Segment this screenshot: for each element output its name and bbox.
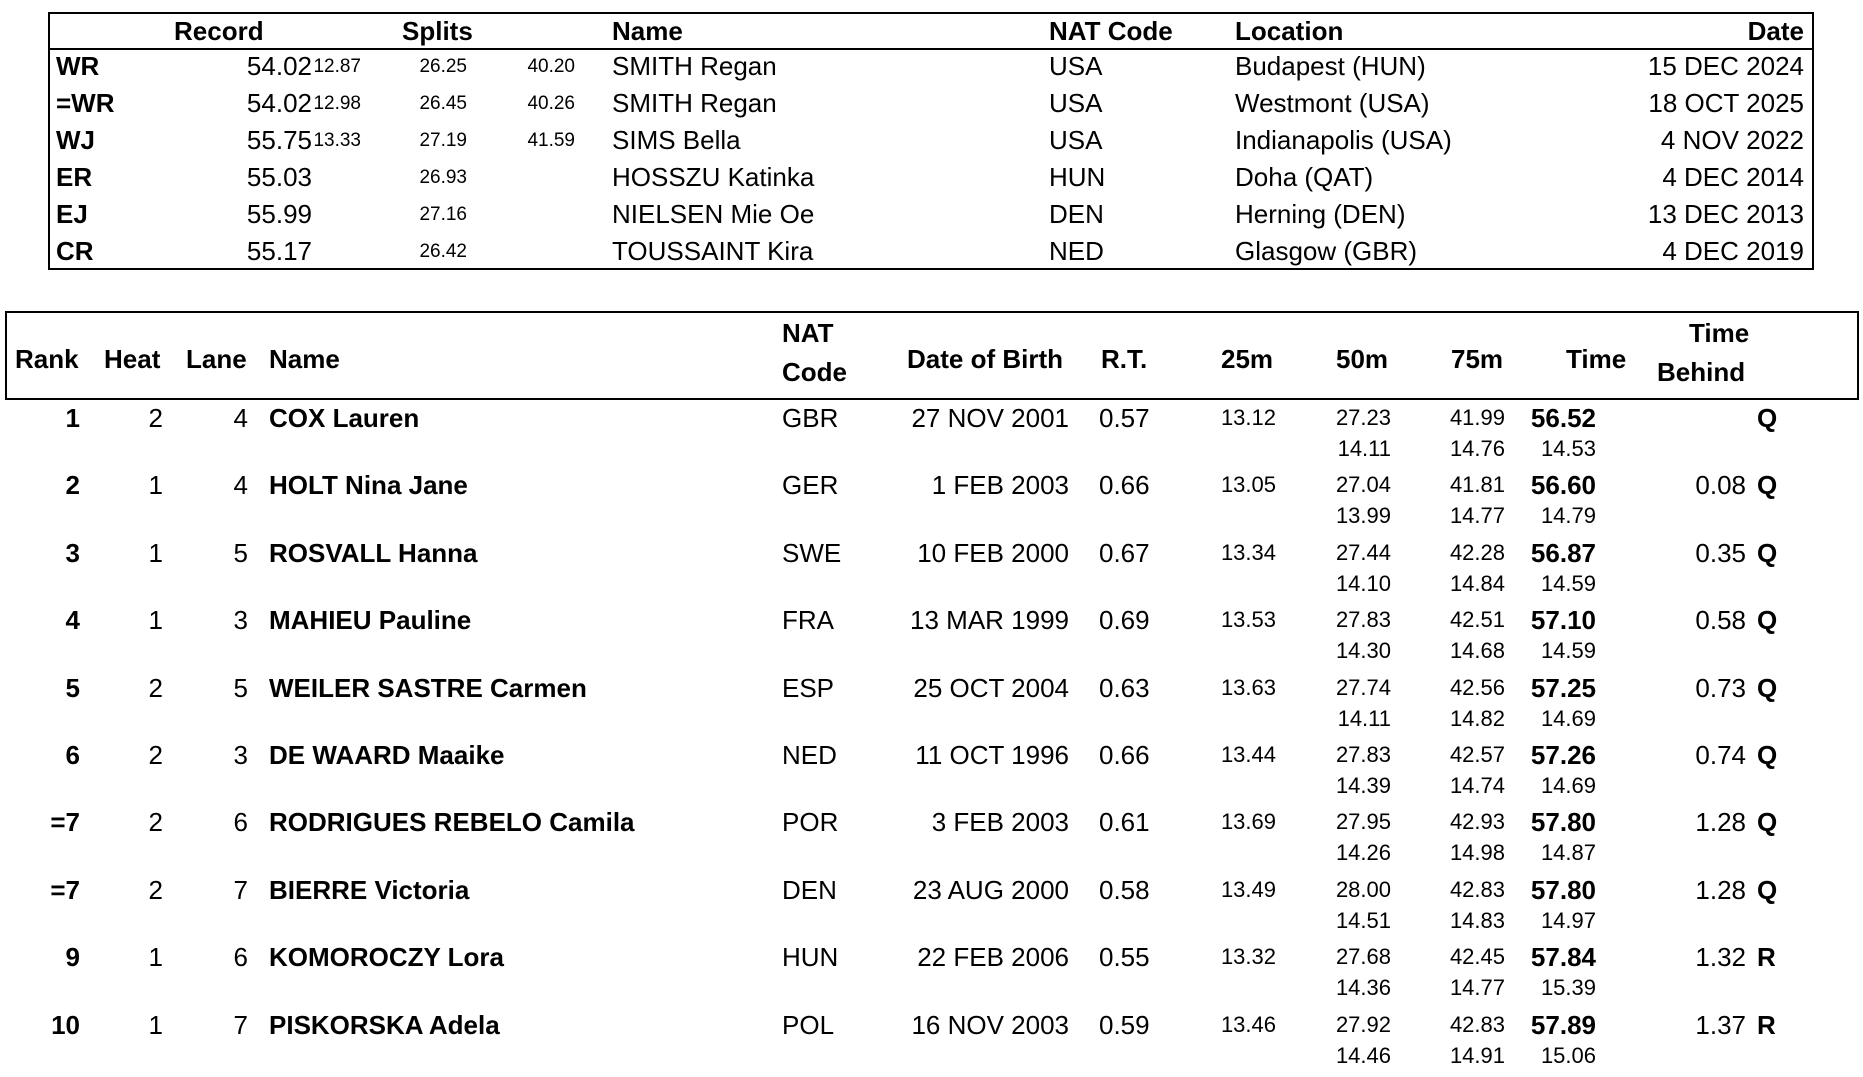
- result-q: R: [1757, 1009, 1776, 1040]
- result-time: 57.84: [1530, 942, 1596, 973]
- result-behind: 0.73: [1695, 672, 1746, 703]
- record-time: 55.75: [246, 125, 312, 155]
- record-name: SMITH Regan: [612, 51, 777, 81]
- record-location: Doha (QAT): [1235, 162, 1374, 192]
- record-date: 4 NOV 2022: [1660, 125, 1804, 155]
- result-m75: 41.99: [1449, 405, 1505, 430]
- result-time: 57.80: [1530, 874, 1596, 905]
- result-m75: 42.57: [1449, 742, 1505, 767]
- record-code: EJ: [56, 199, 88, 229]
- result-m25: 13.32: [1220, 944, 1276, 970]
- result-behind: 0.58: [1695, 605, 1746, 636]
- result-m50: 27.83: [1335, 607, 1391, 633]
- col-rt: R.T.: [1101, 344, 1148, 374]
- record-split1: 13.33: [313, 130, 361, 151]
- result-rank: =7: [50, 807, 80, 838]
- record-nat: NED: [1049, 236, 1104, 266]
- record-nat: USA: [1049, 88, 1103, 118]
- result-q: Q: [1757, 605, 1778, 636]
- result-rank: 4: [65, 605, 80, 636]
- result-split50: 14.36: [1335, 975, 1391, 1001]
- result-split50: 14.11: [1337, 705, 1391, 731]
- col-name: Name: [612, 16, 683, 46]
- result-split75: 14.82: [1449, 705, 1505, 731]
- result-lane: 4: [233, 470, 248, 501]
- result-split100: 14.79: [1540, 503, 1596, 529]
- result-name: DE WAARD Maaike: [269, 740, 505, 770]
- result-split75: 14.84: [1449, 570, 1505, 596]
- result-split50: 14.46: [1335, 1042, 1391, 1068]
- record-split2: 27.19: [419, 130, 467, 151]
- result-m75: 42.56: [1449, 674, 1505, 700]
- result-split75: 14.68: [1449, 638, 1505, 664]
- result-rank: 3: [65, 537, 80, 568]
- result-split100: 14.69: [1540, 773, 1596, 798]
- result-split50: 14.39: [1335, 773, 1391, 798]
- result-nat: SWE: [782, 537, 842, 568]
- col-dob: Date of Birth: [907, 344, 1063, 374]
- record-location: Budapest (HUN): [1235, 51, 1426, 81]
- result-split75: 14.77: [1449, 503, 1505, 529]
- result-split50: 13.99: [1335, 503, 1391, 529]
- col-time: Time: [1566, 344, 1627, 374]
- result-lane: 7: [233, 1009, 248, 1040]
- result-m50: 27.44: [1335, 539, 1391, 565]
- result-m25: 13.69: [1220, 809, 1276, 835]
- result-q: Q: [1757, 470, 1778, 501]
- result-heat: 2: [148, 403, 163, 433]
- result-dob: 23 AUG 2000: [912, 874, 1069, 905]
- result-m25: 13.46: [1220, 1011, 1276, 1037]
- result-rank: 5: [65, 672, 80, 703]
- result-m50: 27.74: [1335, 674, 1391, 700]
- result-q: Q: [1757, 403, 1778, 433]
- result-dob: 13 MAR 1999: [910, 605, 1069, 636]
- result-split50: 14.11: [1337, 436, 1391, 461]
- result-m25: 13.12: [1220, 405, 1276, 430]
- result-rank: 2: [65, 470, 80, 501]
- result-split50: 14.26: [1335, 840, 1391, 866]
- result-row: [0, 470, 1863, 537]
- result-split100: 14.59: [1540, 570, 1596, 596]
- result-nat: POL: [782, 1009, 835, 1040]
- result-nat: GER: [782, 470, 839, 501]
- record-nat: DEN: [1049, 199, 1104, 229]
- result-dob: 3 FEB 2003: [931, 807, 1069, 838]
- result-rt: 0.61: [1099, 807, 1150, 838]
- result-row: [0, 740, 1863, 807]
- col-heat: Heat: [104, 344, 161, 374]
- record-nat: USA: [1049, 125, 1103, 155]
- result-m25: 13.49: [1220, 876, 1276, 902]
- record-date: 4 DEC 2014: [1662, 162, 1804, 192]
- result-nat: DEN: [782, 874, 837, 905]
- record-code: WR: [56, 51, 100, 81]
- record-time: 55.99: [246, 199, 312, 229]
- result-rank: 9: [65, 942, 80, 973]
- result-split100: 14.59: [1540, 638, 1596, 664]
- result-row: [0, 1010, 1863, 1077]
- result-heat: 2: [148, 740, 163, 770]
- result-rt: 0.66: [1099, 470, 1150, 501]
- record-split3: 40.20: [527, 56, 575, 77]
- record-code: =WR: [56, 88, 115, 118]
- result-rank: 1: [65, 403, 80, 433]
- record-split2: 26.25: [419, 56, 467, 77]
- result-lane: 5: [233, 537, 248, 568]
- record-split1: 12.87: [313, 56, 361, 77]
- result-time: 56.87: [1530, 537, 1596, 568]
- result-heat: 1: [148, 942, 163, 973]
- record-split1: 12.98: [313, 93, 361, 114]
- col-splits: Splits: [402, 16, 473, 46]
- record-location: Glasgow (GBR): [1235, 236, 1418, 266]
- result-lane: 6: [233, 942, 248, 973]
- record-split2: 26.42: [419, 241, 467, 262]
- result-rt: 0.63: [1099, 672, 1150, 703]
- record-name: SMITH Regan: [612, 88, 777, 118]
- col-lane: Lane: [186, 344, 247, 374]
- col-behind-line2: Behind: [1657, 357, 1746, 387]
- result-dob: 25 OCT 2004: [913, 672, 1069, 703]
- record-time: 55.03: [246, 162, 312, 192]
- result-q: R: [1757, 942, 1776, 973]
- record-name: HOSSZU Katinka: [612, 162, 815, 192]
- result-row: [0, 807, 1863, 874]
- result-row: [0, 538, 1863, 605]
- record-name: SIMS Bella: [612, 125, 741, 155]
- result-m75: 42.83: [1449, 876, 1505, 902]
- col-nat-code: NAT Code: [1049, 16, 1173, 46]
- result-m50: 27.83: [1335, 742, 1391, 767]
- result-name: BIERRE Victoria: [269, 874, 470, 905]
- result-m75: 41.81: [1449, 472, 1505, 498]
- result-name: ROSVALL Hanna: [269, 537, 478, 568]
- result-row: [0, 605, 1863, 672]
- result-lane: 3: [233, 740, 248, 770]
- record-name: NIELSEN Mie Oe: [612, 199, 815, 229]
- result-split75: 14.91: [1449, 1042, 1505, 1068]
- result-m50: 28.00: [1335, 876, 1391, 902]
- result-rank: =7: [50, 874, 80, 905]
- result-q: Q: [1757, 874, 1778, 905]
- result-behind: 1.28: [1695, 874, 1746, 905]
- result-name: RODRIGUES REBELO Camila: [269, 807, 635, 838]
- result-dob: 11 OCT 1996: [915, 740, 1069, 770]
- result-name: KOMOROCZY Lora: [269, 942, 504, 973]
- result-heat: 2: [148, 874, 163, 905]
- result-time: 57.26: [1530, 740, 1596, 770]
- result-split75: 14.74: [1449, 773, 1505, 798]
- result-heat: 1: [148, 1009, 163, 1040]
- result-split100: 14.87: [1540, 840, 1596, 866]
- record-split2: 27.16: [419, 204, 467, 225]
- result-m75: 42.51: [1449, 607, 1505, 633]
- result-name: MAHIEU Pauline: [269, 605, 472, 636]
- result-q: Q: [1757, 537, 1778, 568]
- result-name: COX Lauren: [269, 403, 420, 433]
- result-name: PISKORSKA Adela: [269, 1009, 500, 1040]
- record-time: 54.02: [246, 88, 312, 118]
- col-name: Name: [269, 344, 340, 374]
- result-behind: 1.32: [1695, 942, 1746, 973]
- result-q: Q: [1757, 740, 1778, 770]
- result-rt: 0.66: [1099, 740, 1150, 770]
- result-lane: 4: [233, 403, 248, 433]
- result-split75: 14.76: [1449, 436, 1505, 461]
- result-m50: 27.23: [1335, 405, 1391, 430]
- result-heat: 1: [148, 605, 163, 636]
- result-time: 57.25: [1530, 672, 1596, 703]
- result-q: Q: [1757, 672, 1778, 703]
- result-heat: 2: [148, 807, 163, 838]
- result-split100: 15.39: [1540, 975, 1596, 1001]
- result-time: 56.60: [1530, 470, 1596, 501]
- result-rt: 0.55: [1099, 942, 1150, 973]
- result-split75: 14.83: [1449, 907, 1505, 933]
- result-rt: 0.67: [1099, 537, 1150, 568]
- result-m75: 42.93: [1449, 809, 1505, 835]
- result-m50: 27.95: [1335, 809, 1391, 835]
- record-split3: 40.26: [527, 93, 575, 114]
- record-code: ER: [56, 162, 93, 192]
- result-behind: 0.35: [1695, 537, 1746, 568]
- result-row: [0, 403, 1863, 470]
- result-split50: 14.30: [1335, 638, 1391, 664]
- record-date: 13 DEC 2013: [1647, 199, 1804, 229]
- result-row: [0, 875, 1863, 942]
- result-dob: 1 FEB 2003: [931, 470, 1069, 501]
- result-nat: POR: [782, 807, 839, 838]
- result-m75: 42.28: [1449, 539, 1505, 565]
- record-split3: 41.59: [527, 130, 575, 151]
- result-nat: ESP: [782, 672, 835, 703]
- result-time: 57.80: [1530, 807, 1596, 838]
- result-split75: 14.77: [1449, 975, 1505, 1001]
- result-rt: 0.57: [1099, 403, 1150, 433]
- result-heat: 1: [148, 537, 163, 568]
- record-location: Westmont (USA): [1235, 88, 1430, 118]
- record-nat: HUN: [1049, 162, 1106, 192]
- result-rt: 0.69: [1099, 605, 1150, 636]
- result-split75: 14.98: [1449, 840, 1505, 866]
- result-heat: 1: [148, 470, 163, 501]
- col-rank: Rank: [15, 344, 79, 374]
- result-heat: 2: [148, 672, 163, 703]
- col-nat-line2: Code: [782, 357, 847, 387]
- result-m75: 42.83: [1449, 1011, 1505, 1037]
- result-row: [0, 673, 1863, 740]
- col-75m: 75m: [1451, 344, 1504, 374]
- result-lane: 7: [233, 874, 248, 905]
- result-behind: 1.37: [1695, 1009, 1746, 1040]
- result-nat: GBR: [782, 403, 839, 433]
- result-nat: FRA: [782, 605, 834, 636]
- result-time: 57.89: [1530, 1009, 1596, 1040]
- record-split2: 26.93: [419, 167, 467, 188]
- result-nat: HUN: [782, 942, 839, 973]
- result-rank: 10: [51, 1009, 80, 1040]
- record-date: 15 DEC 2024: [1647, 51, 1804, 81]
- record-date: 4 DEC 2019: [1662, 236, 1804, 266]
- record-location: Indianapolis (USA): [1235, 125, 1452, 155]
- record-split2: 26.45: [419, 93, 467, 114]
- col-50m: 50m: [1336, 344, 1389, 374]
- result-q: Q: [1757, 807, 1778, 838]
- record-code: WJ: [56, 125, 95, 155]
- col-behind-line1: Time: [1689, 318, 1750, 348]
- result-lane: 3: [233, 605, 248, 636]
- result-behind: 1.28: [1695, 807, 1746, 838]
- result-lane: 5: [233, 672, 248, 703]
- result-behind: 0.74: [1695, 740, 1746, 770]
- result-rt: 0.58: [1099, 874, 1150, 905]
- result-name: HOLT Nina Jane: [269, 470, 468, 501]
- result-split100: 14.53: [1540, 436, 1596, 461]
- result-dob: 27 NOV 2001: [911, 403, 1069, 433]
- result-m25: 13.44: [1220, 742, 1276, 767]
- record-time: 55.17: [246, 236, 312, 266]
- result-m25: 13.34: [1220, 539, 1276, 565]
- result-m50: 27.68: [1335, 944, 1391, 970]
- record-name: TOUSSAINT Kira: [612, 236, 814, 266]
- result-split50: 14.10: [1335, 570, 1391, 596]
- result-split100: 14.69: [1540, 705, 1596, 731]
- result-m25: 13.53: [1220, 607, 1276, 633]
- result-lane: 6: [233, 807, 248, 838]
- record-time: 54.02: [246, 51, 312, 81]
- result-time: 57.10: [1530, 605, 1596, 636]
- result-row: [0, 942, 1863, 1009]
- result-split100: 15.06: [1540, 1042, 1596, 1068]
- result-m50: 27.92: [1335, 1011, 1391, 1037]
- record-code: CR: [56, 236, 94, 266]
- col-nat-line1: NAT: [782, 318, 834, 348]
- col-25m: 25m: [1221, 344, 1274, 374]
- result-m75: 42.45: [1449, 944, 1505, 970]
- result-rank: 6: [65, 740, 80, 770]
- col-location: Location: [1235, 16, 1344, 46]
- record-location: Herning (DEN): [1235, 199, 1406, 229]
- result-m50: 27.04: [1335, 472, 1391, 498]
- result-split100: 14.97: [1540, 907, 1596, 933]
- col-date: Date: [1747, 16, 1804, 46]
- result-name: WEILER SASTRE Carmen: [269, 672, 587, 703]
- result-dob: 22 FEB 2006: [917, 942, 1069, 973]
- record-nat: USA: [1049, 51, 1103, 81]
- col-record: Record: [174, 16, 264, 46]
- result-dob: 16 NOV 2003: [911, 1009, 1069, 1040]
- result-m25: 13.05: [1220, 472, 1276, 498]
- result-split50: 14.51: [1335, 907, 1391, 933]
- result-behind: 0.08: [1695, 470, 1746, 501]
- record-date: 18 OCT 2025: [1648, 88, 1804, 118]
- result-nat: NED: [782, 740, 837, 770]
- result-rt: 0.59: [1099, 1009, 1150, 1040]
- result-dob: 10 FEB 2000: [917, 537, 1069, 568]
- result-time: 56.52: [1530, 403, 1596, 433]
- result-m25: 13.63: [1220, 674, 1276, 700]
